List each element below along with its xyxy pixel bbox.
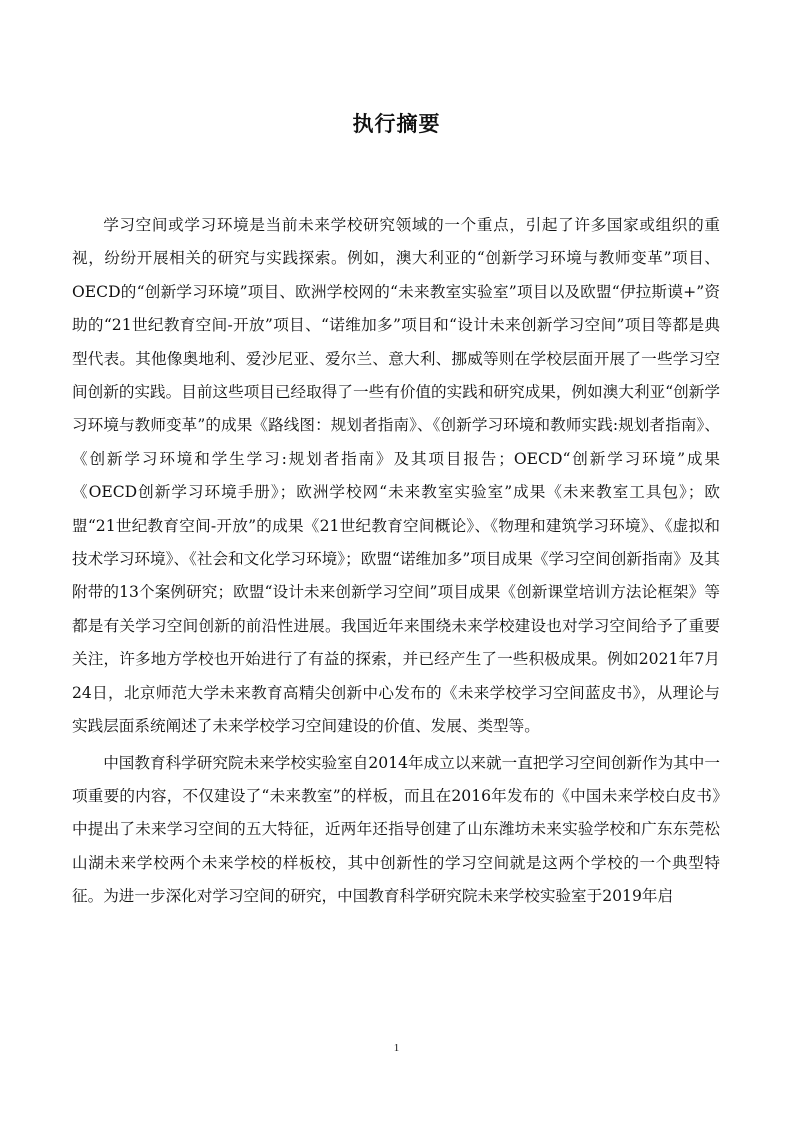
body-text bbox=[72, 209, 720, 914]
page-title: 执行摘要 bbox=[352, 112, 441, 136]
page-number: 1 bbox=[393, 1042, 400, 1054]
paragraph-2: 中国教育科学研究院未来学校实验室自2014年成立以来就一直把学习空间创新作为其中一项重要的内容，不仅建设了“未来教室”的样板，而且在2016年发布的《中国未来学校白皮书》中提出了未来学习空间的五大特征，近两年还指导创建了山东潍坊未来实验学校和广东东莞松山湖未来学校两个未来学校的样板校，其中创新性的学习空间就是这两个学校的一个典型特征。为进一步深化对学习空间的研究，中国教育科学研究院未来学校实验室于2019年启 bbox=[72, 753, 720, 906]
paragraph-1: 学习空间或学习环境是当前未来学校研究领域的一个重点，引起了许多国家或组织的重视，纷纷开展相关的研究与实践探索。例如，澳大利亚的“创新学习环境与教师变革”项目、OECD的“创新学习环境”项目、欧洲学校网的“未来教室实验室”项目以及欧盟“伊拉斯谟+”资助的“21世纪教育空间-开放”项目、“诺维加多”项目和“设计未来创新学习空间”项目等都是典型代表。其他像奥地利、爱沙尼亚、爱尔兰、意大利、挪威等则在学校层面开展了一些学习空间创新的实践。目前这些项目已经取得了一些有价值的实践和研究成果，例如澳大利亚“创新学习环境与教师变革”的成果《路线图：规划者指南》、《创新学习环境和教师实践:规划者指南》、《创新学习环境和学生学习:规划者指南》及其项目报告；OECD“创新学习环境”成果《OECD创新学习环境手册》；欧洲学校网“未来教室实验室”成果《未来教室工具包》；欧盟“21世纪教育空间-开放”的成果《21世纪教育空间概论》、《物理和建筑学习环境》、《虚拟和技术学习环境》、《社会和文化学习环境》；欧盟“诺维加多”项目成果《学习空间创新指南》及其附带的13个案例研究；欧盟“设计未来创新学习空间”项目成果《创新课堂培训方法论框架》等都是有关学习空间创新的前沿性进展。我国近年来围绕未来学校建设也对学习空间给予了重要关注，许多地方学校也开始进行了有益的探索，并已经产生了一些积极成果。例如2021年7月24日，北京师范大学未来教育高精尖创新中心发布的《未来学校学习空间蓝皮书》，从理论与实践层面系统阐述了未来学校学习空间建设的价值、发展、类型等。 bbox=[72, 216, 720, 736]
